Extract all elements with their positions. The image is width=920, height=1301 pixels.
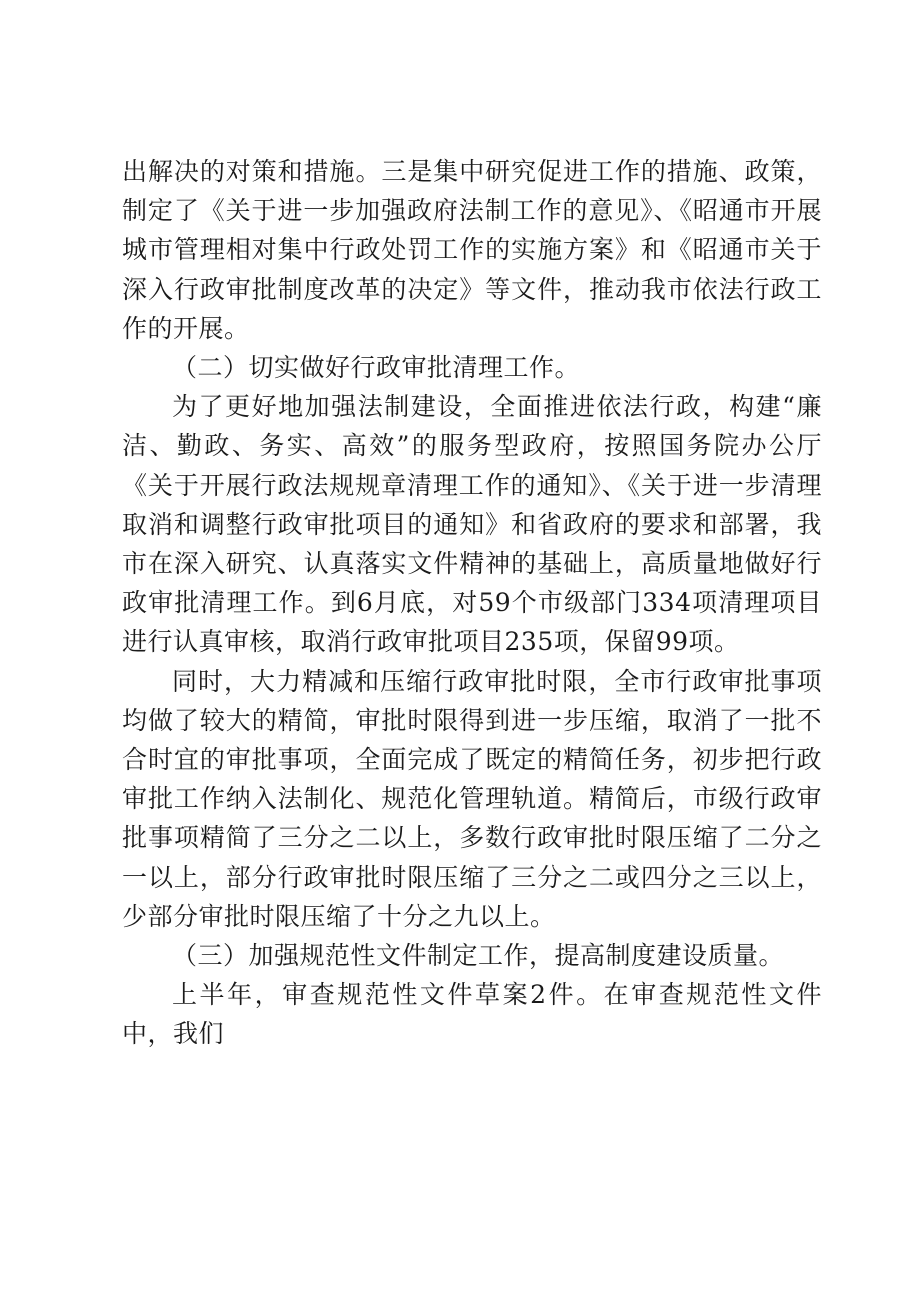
section-heading-2: （二）切实做好行政审批清理工作。 xyxy=(172,353,581,383)
document-body xyxy=(122,152,822,1054)
section-heading-3: （三）加强规范性文件制定工作，提高制度建设质量。 xyxy=(172,941,785,971)
paragraph-normative-documents: 上半年，审查规范性文件草案2件。在审查规范性文件中，我们 xyxy=(122,980,822,1049)
paragraph-continuation: 出解决的对策和措施。三是集中研究促进工作的措施、政策，制定了《关于进一步加强政府法制工作的意见》、《昭通市开展城市管理相对集中行政处罚工作的实施方案》和《昭通市关于深入行政审批制度改革的决定》等文件，推动我市依法行政工作的开展。 xyxy=(122,157,822,343)
paragraph-time-limits: 同时，大力精减和压缩行政审批时限，全市行政审批事项均做了较大的精简，审批时限得到进一步压缩，取消了一批不合时宜的审批事项，全面完成了既定的精简任务，初步把行政审批工作纳入法制化、规范化管理轨道。精简后，市级行政审批事项精简了三分之二以上，多数行政审批时限压缩了二分之一以上，部分行政审批时限压缩了三分之二或四分之三以上，少部分审批时限压缩了十分之九以上。 xyxy=(122,666,822,931)
paragraph-approval-cleanup: 为了更好地加强法制建设，全面推进依法行政，构建“廉洁、勤政、务实、高效”的服务型政府，按照国务院办公厅《关于开展行政法规规章清理工作的通知》、《关于进一步清理取消和调整行政审批项目的通知》和省政府的要求和部署，我市在深入研究、认真落实文件精神的基础上，高质量地做好行政审批清理工作。到6月底，对59个市级部门334项清理项目进行认真审核，取消行政审批项目235项，保留99项。 xyxy=(122,392,822,657)
